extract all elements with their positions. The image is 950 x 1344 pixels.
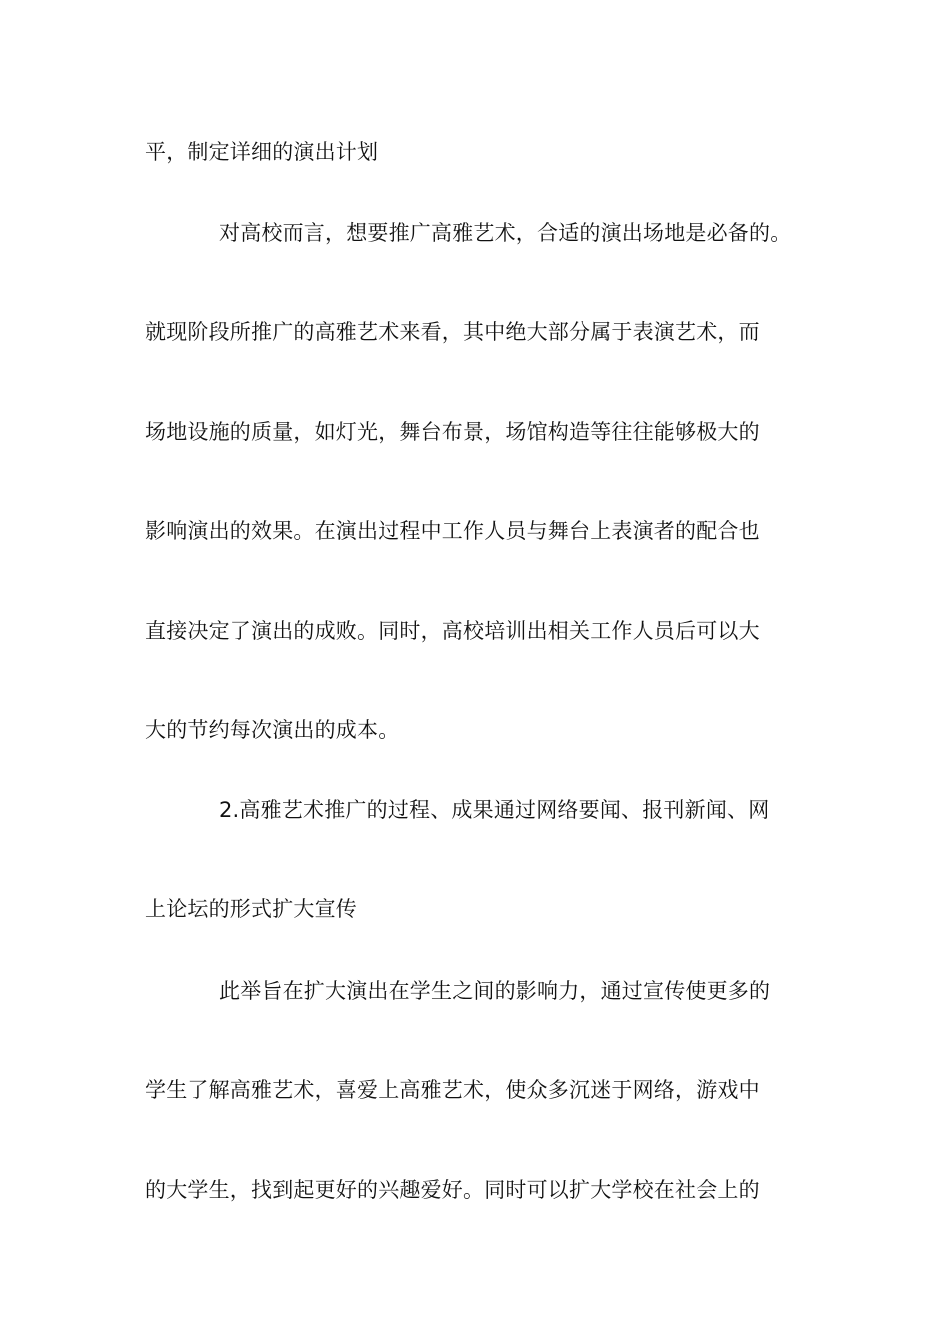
- text-line: 平，制定详细的演出计划: [145, 140, 379, 164]
- text-line: 直接决定了演出的成败。同时，高校培训出相关工作人员后可以大: [145, 619, 760, 643]
- text-line: 大的节约每次演出的成本。: [145, 718, 400, 742]
- text-line: 场地设施的质量，如灯光，舞台布景，场馆构造等往往能够极大的: [145, 420, 760, 444]
- section-heading-line: 上论坛的形式扩大宣传: [145, 897, 357, 921]
- text-line: 学生了解高雅艺术，喜爱上高雅艺术，使众多沉迷于网络，游戏中: [145, 1078, 760, 1102]
- paragraph-start-line: 对高校而言，想要推广高雅艺术，合适的演出场地是必备的。: [219, 221, 792, 245]
- text-line: 就现阶段所推广的高雅艺术来看，其中绝大部分属于表演艺术，而: [145, 320, 760, 344]
- paragraph-start-line: 此举旨在扩大演出在学生之间的影响力，通过宣传使更多的: [219, 979, 771, 1003]
- section-heading-line: 2.高雅艺术推广的过程、成果通过网络要闻、报刊新闻、网: [219, 798, 770, 822]
- text-line: 影响演出的效果。在演出过程中工作人员与舞台上表演者的配合也: [145, 519, 760, 543]
- text-line: 的大学生，找到起更好的兴趣爱好。同时可以扩大学校在社会上的: [145, 1178, 760, 1202]
